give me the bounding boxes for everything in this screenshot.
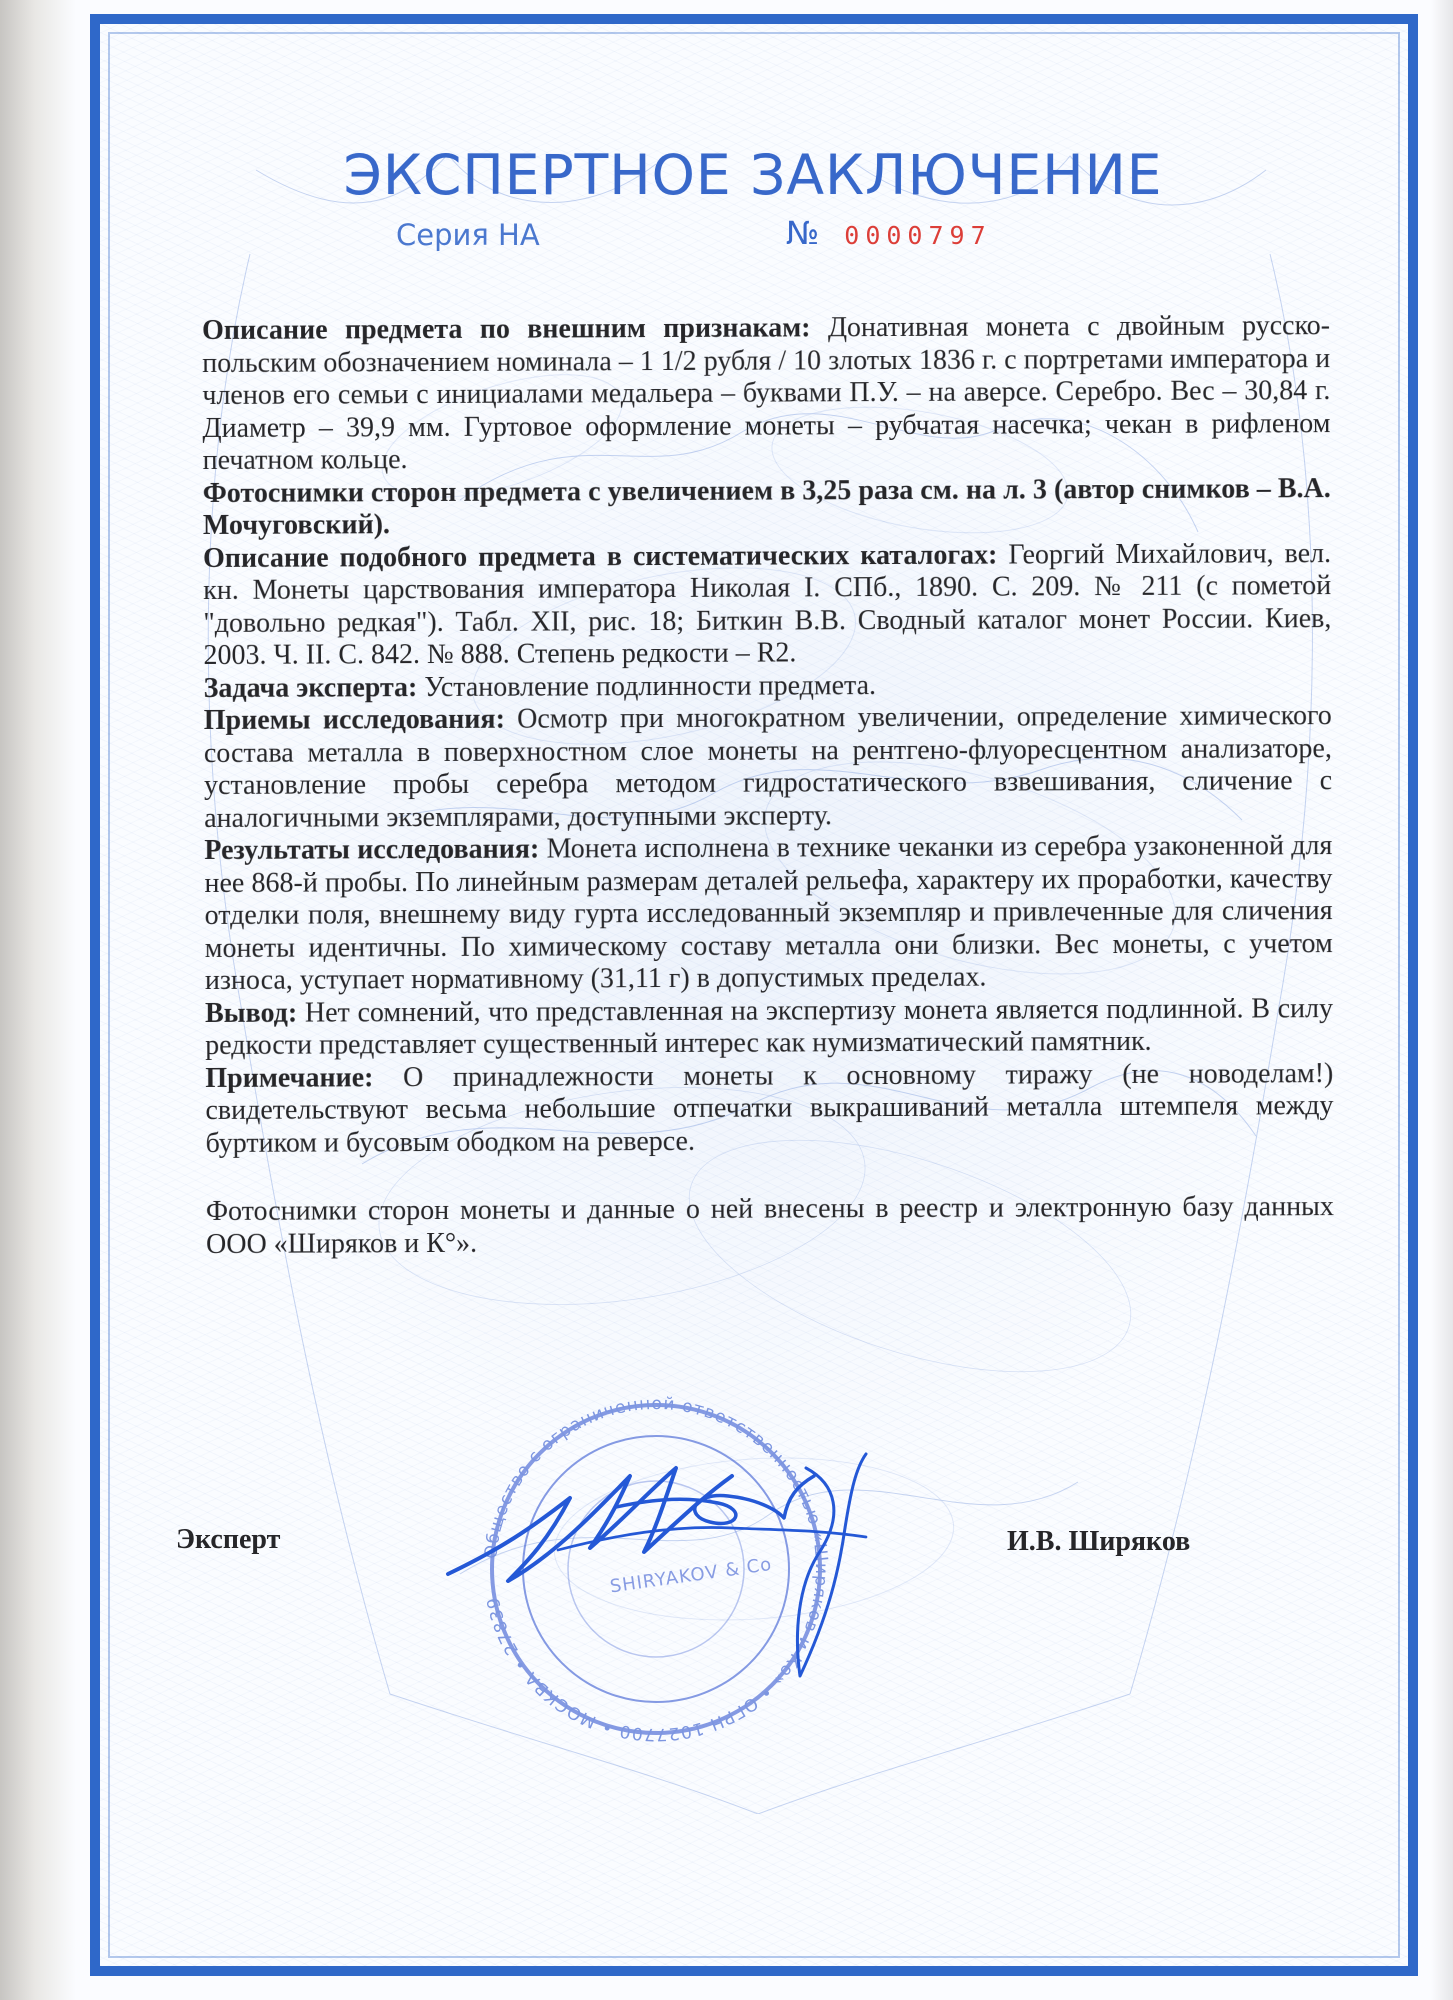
expert-task-label: Задача эксперта:	[203, 671, 418, 704]
conclusion-paragraph	[205, 993, 1333, 1063]
photo-reference-paragraph	[203, 473, 1331, 543]
seal-ring-text: Общество с ограниченной ответственностью «Ширяков и Ко» • ОГРН 1027700 • МОСКВА • 27839	[481, 1393, 832, 1745]
item-description-paragraph	[202, 310, 1331, 477]
round-seal-icon	[481, 1394, 831, 1744]
research-results-label: Результаты исследования:	[204, 833, 540, 866]
expert-name: И.В. Ширяков	[1007, 1526, 1191, 1557]
item-description-label: Описание предмета по внешним признакам:	[202, 312, 811, 346]
certificate-number-block	[786, 216, 992, 251]
certificate-number: 0000797	[844, 221, 992, 250]
certificate-series: Серия НА	[396, 218, 540, 252]
expert-certificate	[90, 14, 1418, 1976]
binding-shadow	[0, 0, 76, 2000]
note-text: О принадлежности монеты к основному тиражу (не новоделам!) свидетельствуют весьма небольшие отпечатки выкрашиваний металла штемпеля между буртиком и бусовым ободком на реверсе.	[205, 1057, 1334, 1159]
number-sign: №	[786, 214, 820, 252]
conclusion-text: Нет сомнений, что представленная на экспертизу монета является подлинной. В силу редкости представляет существенный интерес как нумизматический памятник.	[205, 992, 1334, 1061]
registry-note: Фотоснимки сторон монеты и данные о ней внесены в реестр и электронную базу данных ООО «Ширяков и К°».	[205, 1191, 1334, 1260]
document-title: ЭКСПЕРТНОЕ ЗАКЛЮЧЕНИЕ	[343, 143, 1163, 207]
research-methods-text: Осмотр при многократном увеличении, определение химического состава металла в поверхностном слое монеты на рентгено-флуоресцентном анализаторе, установление пробы серебра методом гидростатического взвешивания, сличение с аналогичными экземплярами, доступными эксперту.	[203, 700, 1333, 834]
research-results-paragraph	[204, 830, 1333, 997]
right-page-edge	[1431, 0, 1453, 2000]
note-label: Примечание:	[205, 1061, 374, 1094]
research-methods-label: Приемы исследования:	[203, 703, 505, 736]
expert-task-text: Установление подлинности предмета.	[417, 669, 877, 703]
catalog-reference-paragraph	[203, 538, 1332, 673]
catalog-reference-text: Георгий Михайлович, вел. кн. Монеты царствования императора Николая I. СПб., 1890. С. 209. № 211 (с пометой "довольно редкая"). Табл. XII, рис. 18; Биткин В.В. Сводный каталог монет России. Киев, 2003. Ч. II. С. 842. № 888. Степень редкости – R2.	[203, 537, 1332, 671]
item-description-text: Донативная монета с двойным русско-польским обозначением номинала – 1 1/2 рубля / 10 злотых 1836 г. с портретами императора и членов его семьи с инициалами медальера – буквами П.У. – на аверсе. Серебро. Вес – 30,84 г. Диаметр – 39,9 мм. Гуртовое оформление монеты – рубчатая насечка; чекан в рифленом печатном кольце.	[202, 310, 1331, 476]
expert-label: Эксперт	[176, 1524, 281, 1555]
photo-reference-text: Фотоснимки сторон предмета с увеличением в 3,25 раза см. на л. 3 (автор снимков – В.А. Мочуговский).	[202, 472, 1331, 541]
research-results-text: Монета исполнена в технике чеканки из серебра узаконенной для нее 868-й пробы. По линейным размерам деталей рельефа, характеру их проработки, качеству отделки поля, внешнему виду гурта исследованный экземпляр и привлеченные для сличения монеты идентичны. По химическому составу металла они близки. Вес монеты, с учетом износа, уступает нормативному (31,11 г) в допустимых пределах.	[204, 830, 1333, 996]
expert-opinion-text	[202, 310, 1334, 1261]
conclusion-label: Вывод:	[204, 997, 298, 1029]
expert-task-paragraph	[204, 668, 1332, 705]
expert-seal-and-signature	[446, 1364, 866, 1754]
note-paragraph	[205, 1058, 1333, 1160]
seal-center-text: SHIRYAKOV & Co	[608, 1553, 774, 1598]
catalog-reference-label: Описание подобного предмета в систематических каталогах:	[202, 539, 998, 574]
research-methods-paragraph	[204, 700, 1333, 835]
